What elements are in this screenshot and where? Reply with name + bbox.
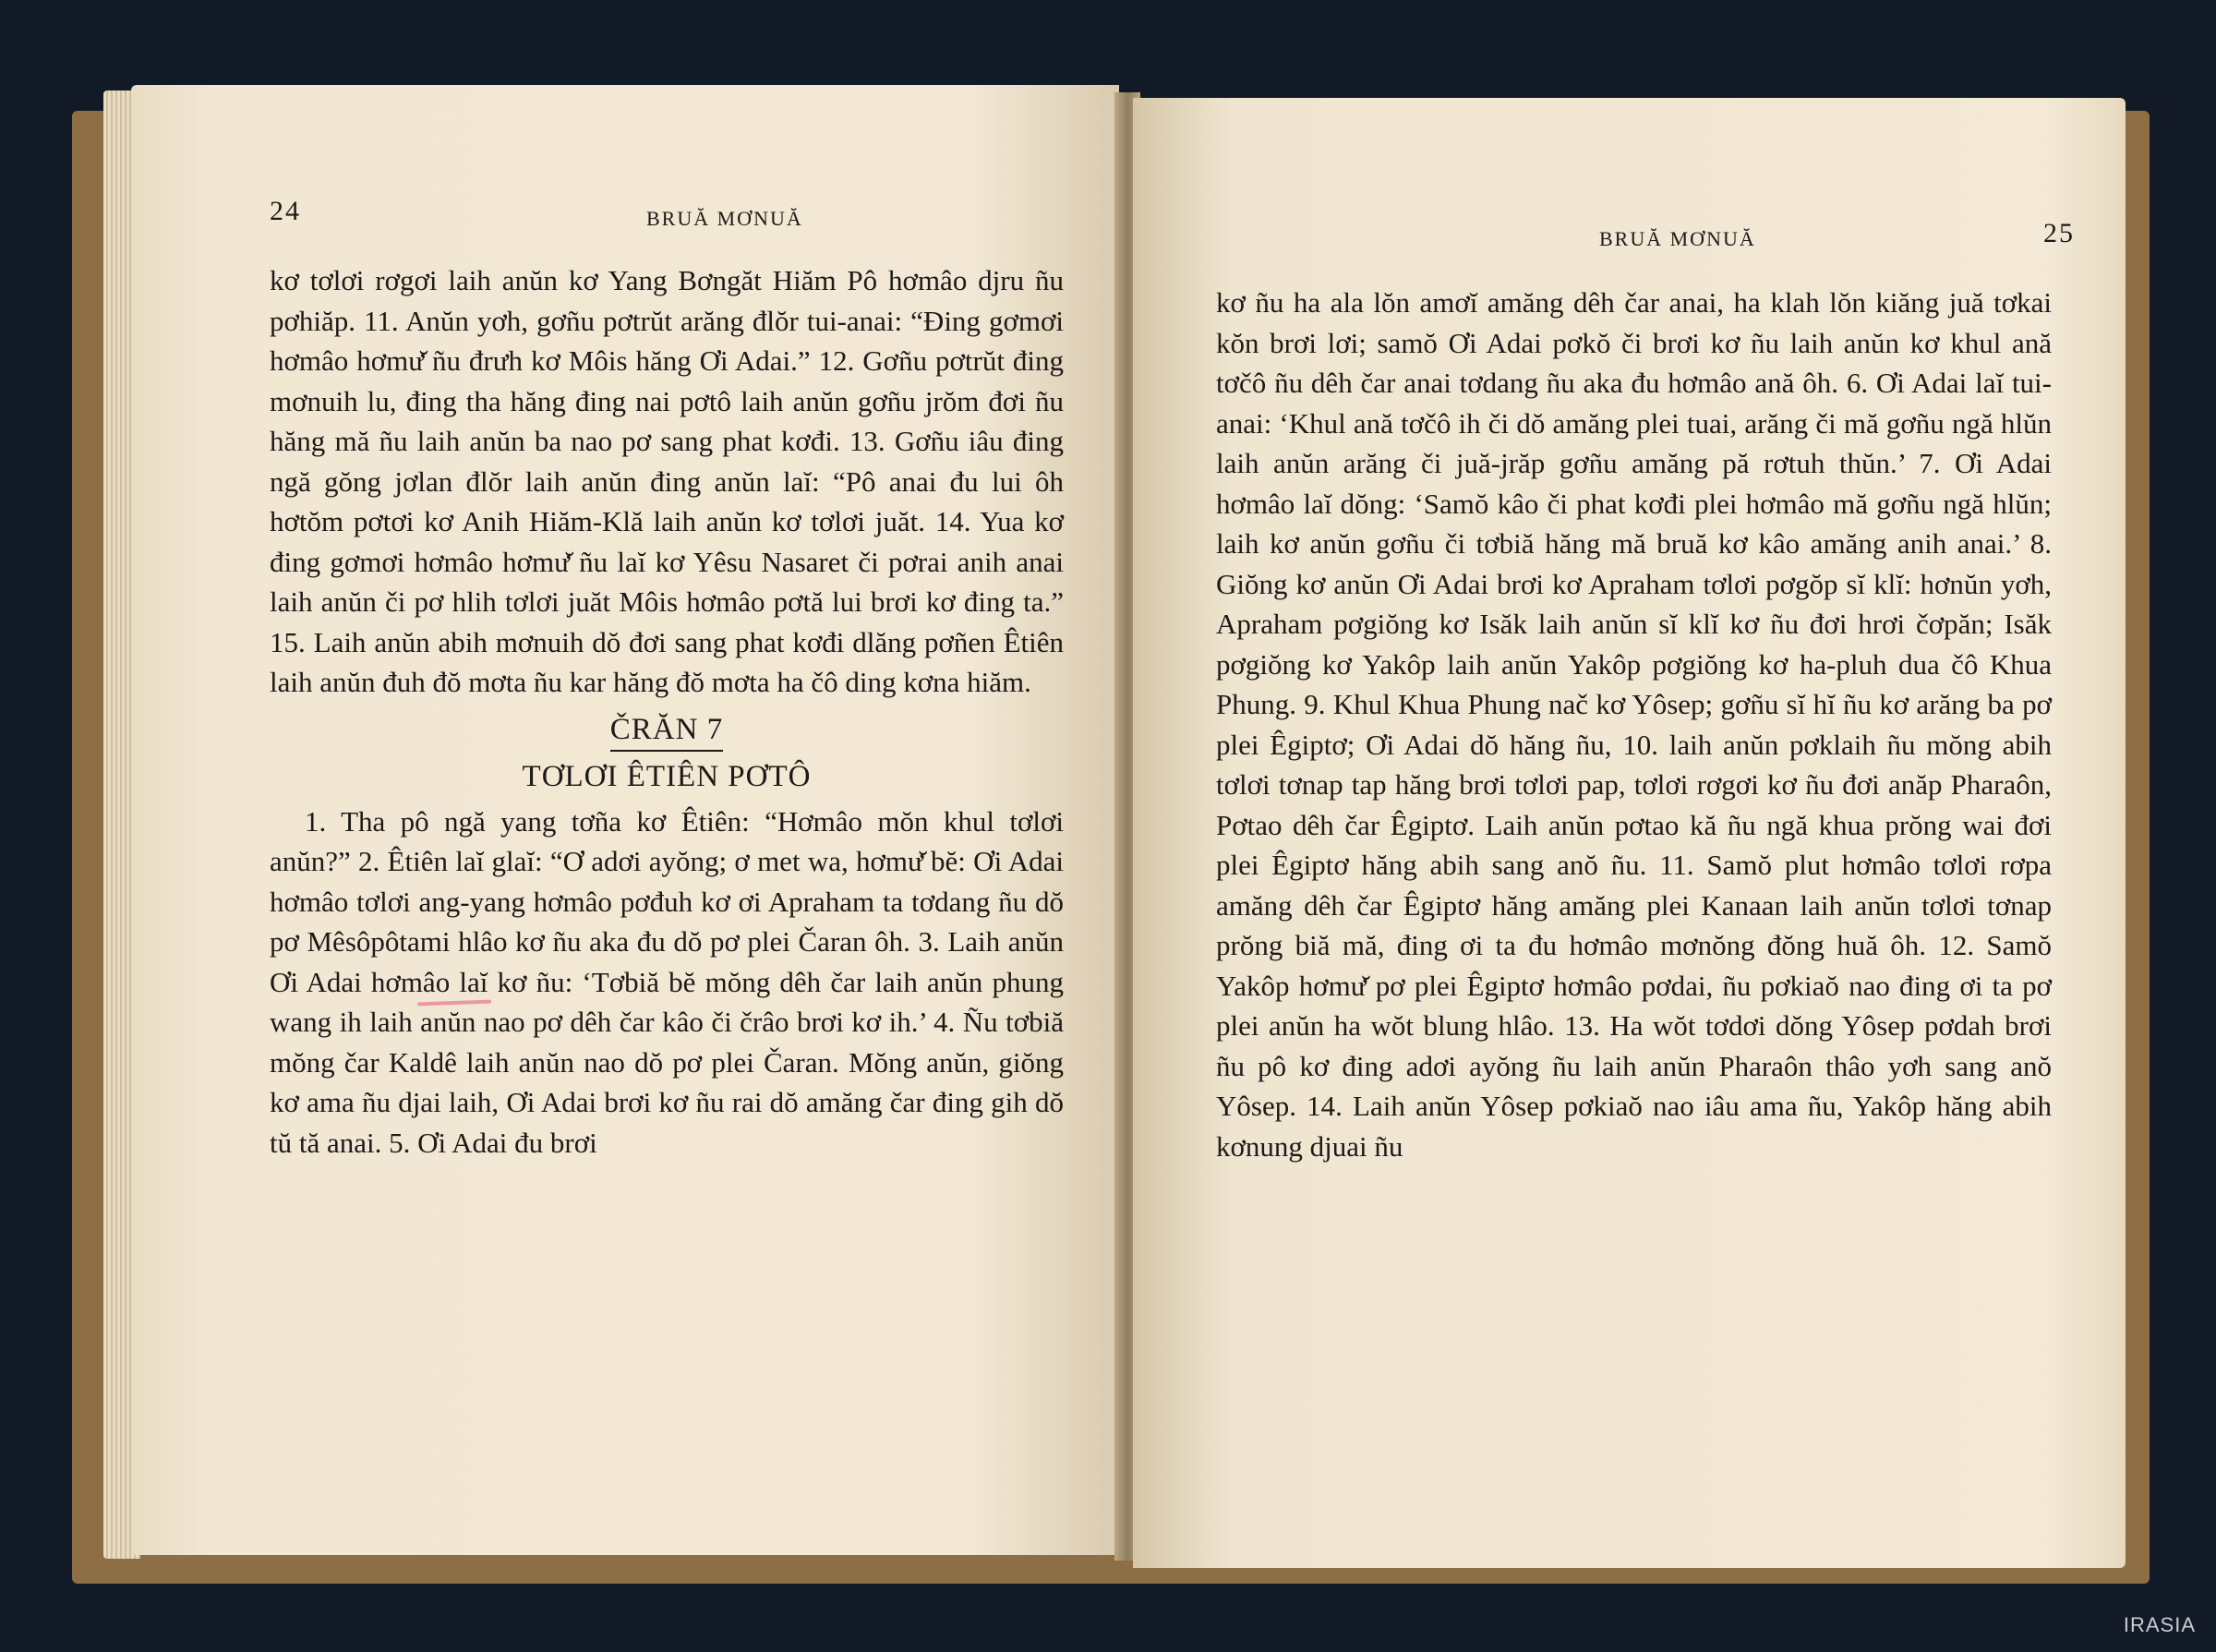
right-page-text xyxy=(1216,283,2052,1166)
left-paragraph-2: 1. Tha pô ngă yang tơña kơ Êtiên: “Hơmâo mŏn khul tơlơi anŭn?” 2. Êtiên laĭ glaĭ: “Ơ adơi ayŏng; ơ met wa, hơmư̆ bĕ: Ơi Adai hơmâo tơlơi ang-yang hơmâo pơđuh kơ ơi Apraham ta tơdang ñu dŏ pơ Mêsôpôtami hlâo kơ ñu aka đu dŏ pơ plei Čaran ôh. 3. Laih anŭn Ơi Adai hơmâo laĭ kơ ñu: ‘Tơbiă bĕ mŏng dêh čar laih anŭn phung wang ih laih anŭn nao pơ dêh čar kâo či črâo brơi kơ ih.’ 4. Ñu tơbiă mŏng čar Kaldê laih anŭn nao dŏ pơ plei Čaran. Mŏng anŭn, giŏng kơ ama ñu djai laih, Ơi Adai brơi kơ ñu rai dŏ amăng čar đing gih dŏ tŭ tă anai. 5. Ơi Adai đu brơi xyxy=(270,804,1064,1159)
left-running-title: BRUĂ MƠNUĂ xyxy=(646,207,803,230)
left-running-head xyxy=(131,196,1119,242)
right-page xyxy=(1133,98,2126,1568)
chapter-heading-text: ČRĂN 7 xyxy=(610,713,723,752)
left-page xyxy=(131,85,1119,1555)
chapter-heading xyxy=(270,710,1064,751)
left-page-number: 24 xyxy=(270,196,301,226)
open-book xyxy=(66,85,2144,1562)
right-running-title: BRUĂ MƠNUĂ xyxy=(1599,227,1756,250)
right-paragraph-1: kơ ñu ha ala lŏn amơĭ amăng dêh čar anai, ha klah lŏn kiăng juă tơkai kŏn brơi lơi; samŏ Ơi Adai pơkŏ či brơi kơ ñu laih anŭn kơ khul ană tơčô ñu dêh čar anai tơdang ñu aka đu hơmâo ană ôh. 6. Ơi Adai laĭ tui-anai: ‘Khul ană tơčô ih či dŏ amăng plei tuai, arăng či mă gơñu ngă hlŭn laih anŭn arăng či juă-jrăp gơñu amăng pă rơtuh thŭn.’ 7. Ơi Adai hơmâo laĭ dŏng: ‘Samŏ kâo či phat kơđi plei hơmâo mă gơñu ngă hlŭn; laih kơ anŭn gơñu či tơbiă hăng mă bruă kơ kâo amăng anih anai.’ 8. Giŏng kơ anŭn Ơi Adai brơi kơ Apraham tơlơi pơgŏp sĭ klĭ: hơnŭn yơh, Apraham pơgiŏng kơ Isăk laih anŭn sĭ klĭ kơ ñu đơi hrơi čơpăn; Isăk pơgiŏng kơ Yakôp laih anŭn Yakôp pơgiŏng kơ ha-pluh dua čô Khua Phung. 9. Khul Khua Phung nač kơ Yôsep; gơñu sĭ hĭ ñu kơ arăng ba pơ plei Êgiptơ; Ơi Adai dŏ hăng ñu, 10. laih anŭn pơklaih ñu mŏng abih tơlơi tơnap tap hăng brơi tơlơi pap, tơlơi rơgơi kơ ñu đơi anăp Pharaôn, Pơtao dêh čar Êgiptơ. Laih anŭn pơtao kă ñu ngă khua prŏng wai đơi plei Êgiptơ hăng abih sang anŏ ñu. 11. Samŏ plut hơmâo tơlơi rơpa amăng dêh čar Êgiptơ hăng amăng plei Kanaan laih anŭn tơlơi tơnap prŏng biă mă, đing ơi ta đu hơmâo mơnŏng đŏng huă ôh. 12. Samŏ Yakôp hơmư̆ pơ plei Êgiptơ hơmâo pơdai, ñu pơkiaŏ nao đing ơi ta pơ plei anŭn ha wŏt blung hlâo. 13. Ha wŏt tơdơi dŏng Yôsep pơdah brơi ñu pô kơ đing adơi ayŏng ñu laih anŭn Pharaôn thâo yơh sang anŏ Yôsep. 14. Laih anŭn Yôsep pơkiaŏ nao iâu ama ñu, Yakôp hăng abih kơnung djuai ñu xyxy=(1216,286,2052,1163)
right-page-number: 25 xyxy=(2043,218,2075,248)
chapter-title: TƠLƠI ÊTIÊN PƠTÔ xyxy=(522,760,812,793)
left-paragraph-1: kơ tơlơi rơgơi laih anŭn kơ Yang Bơngăt Hiăm Pô hơmâo djru ñu pơhiăp. 11. Anŭn yơh, gơñu pơtrŭt arăng đlŏr tui-anai: “Đing gơmơi hơmâo hơmư̆ ñu đrưh kơ Môis hăng Ơi Adai.” 12. Gơñu pơtrŭt đing mơnuih lu, đing tha hăng đing nai pơtô laih anŭn gơñu jrŏm đơi ñu hăng mă ñu laih anŭn ba nao pơ sang phat kơđi. 13. Gơñu iâu đing ngă gŏng jơlan đlŏr laih anŭn đing anŭn laĭ: “Pô anai đu lui ôh hơtŏm pơtơi kơ Anih Hiăm-Klă laih anŭn kơ tơlơi juăt. 14. Yua kơ đing gơmơi hơmâo hơmư̆ ñu laĭ kơ Yêsu Nasaret či pơrai anih anai laih anŭn či pơ hlih tơlơi juăt Môis hơmâo pơtă lui brơi kơ đing ta.” 15. Laih anŭn abih mơnuih dŏ đơi sang phat kơđi dlăng pơñen Êtiên laih anŭn đuh đŏ mơta ñu kar hăng đŏ mơta ha čô ding kơna hiăm. xyxy=(270,264,1064,698)
watermark: IRASIA xyxy=(2123,1613,2196,1636)
right-running-head xyxy=(1133,218,2126,255)
left-page-text xyxy=(270,260,1064,1163)
